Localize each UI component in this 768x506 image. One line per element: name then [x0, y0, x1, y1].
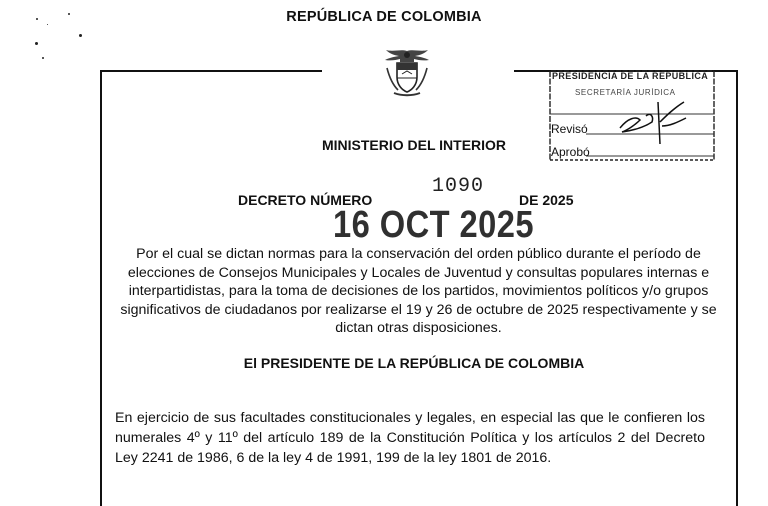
- decree-number: 1090: [432, 175, 485, 198]
- ministry-title: MINISTERIO DEL INTERIOR: [321, 137, 507, 153]
- body-paragraph: En ejercicio de sus facultades constitucionales y legales, en especial las que le confieren los numerales 4º y 11º del artículo 189 de la Constitución Política y los artículos 2 del Decreto Ley 2241 de 1986, 6 de la ley 4 de 1991, 199 de la ley 1801 de 2016.: [115, 410, 705, 466]
- stamp-subheader-text: SECRETARÍA JURÍDICA: [575, 88, 676, 97]
- stamp-approved-label: Aprobó: [551, 145, 590, 159]
- decree-label: DECRETO NÚMERO: [238, 192, 373, 208]
- president-heading: El PRESIDENTE DE LA REPÚBLICA DE COLOMBIA: [243, 355, 585, 371]
- frame-border-right: [736, 70, 738, 506]
- stamp-revised-label: Revisó: [551, 122, 588, 136]
- country-header: REPÚBLICA DE COLOMBIA: [286, 9, 482, 25]
- stamp-header-text: PRESIDENCIA DE LA REPÚBLICA: [552, 71, 709, 81]
- frame-border-left: [100, 70, 102, 506]
- decree-summary: Por el cual se dictan normas para la conservación del orden público durante el período de elecciones de Consejos Municipales y Locales de Juventud y consultas populares internas e interpartidistas, para la toma de decisiones de los partidos, movimientos políticos y/o grupos significativos de ciudadanos por realizarse el 19 y 26 de octubre de 2025 respectivamente y se dictan otras disposiciones.: [120, 246, 717, 336]
- decree-year: DE 2025: [519, 192, 574, 208]
- coat-of-arms-icon: [380, 46, 434, 98]
- frame-border-top-left: [100, 70, 322, 72]
- date-stamp: 16 OCT 2025: [333, 204, 534, 246]
